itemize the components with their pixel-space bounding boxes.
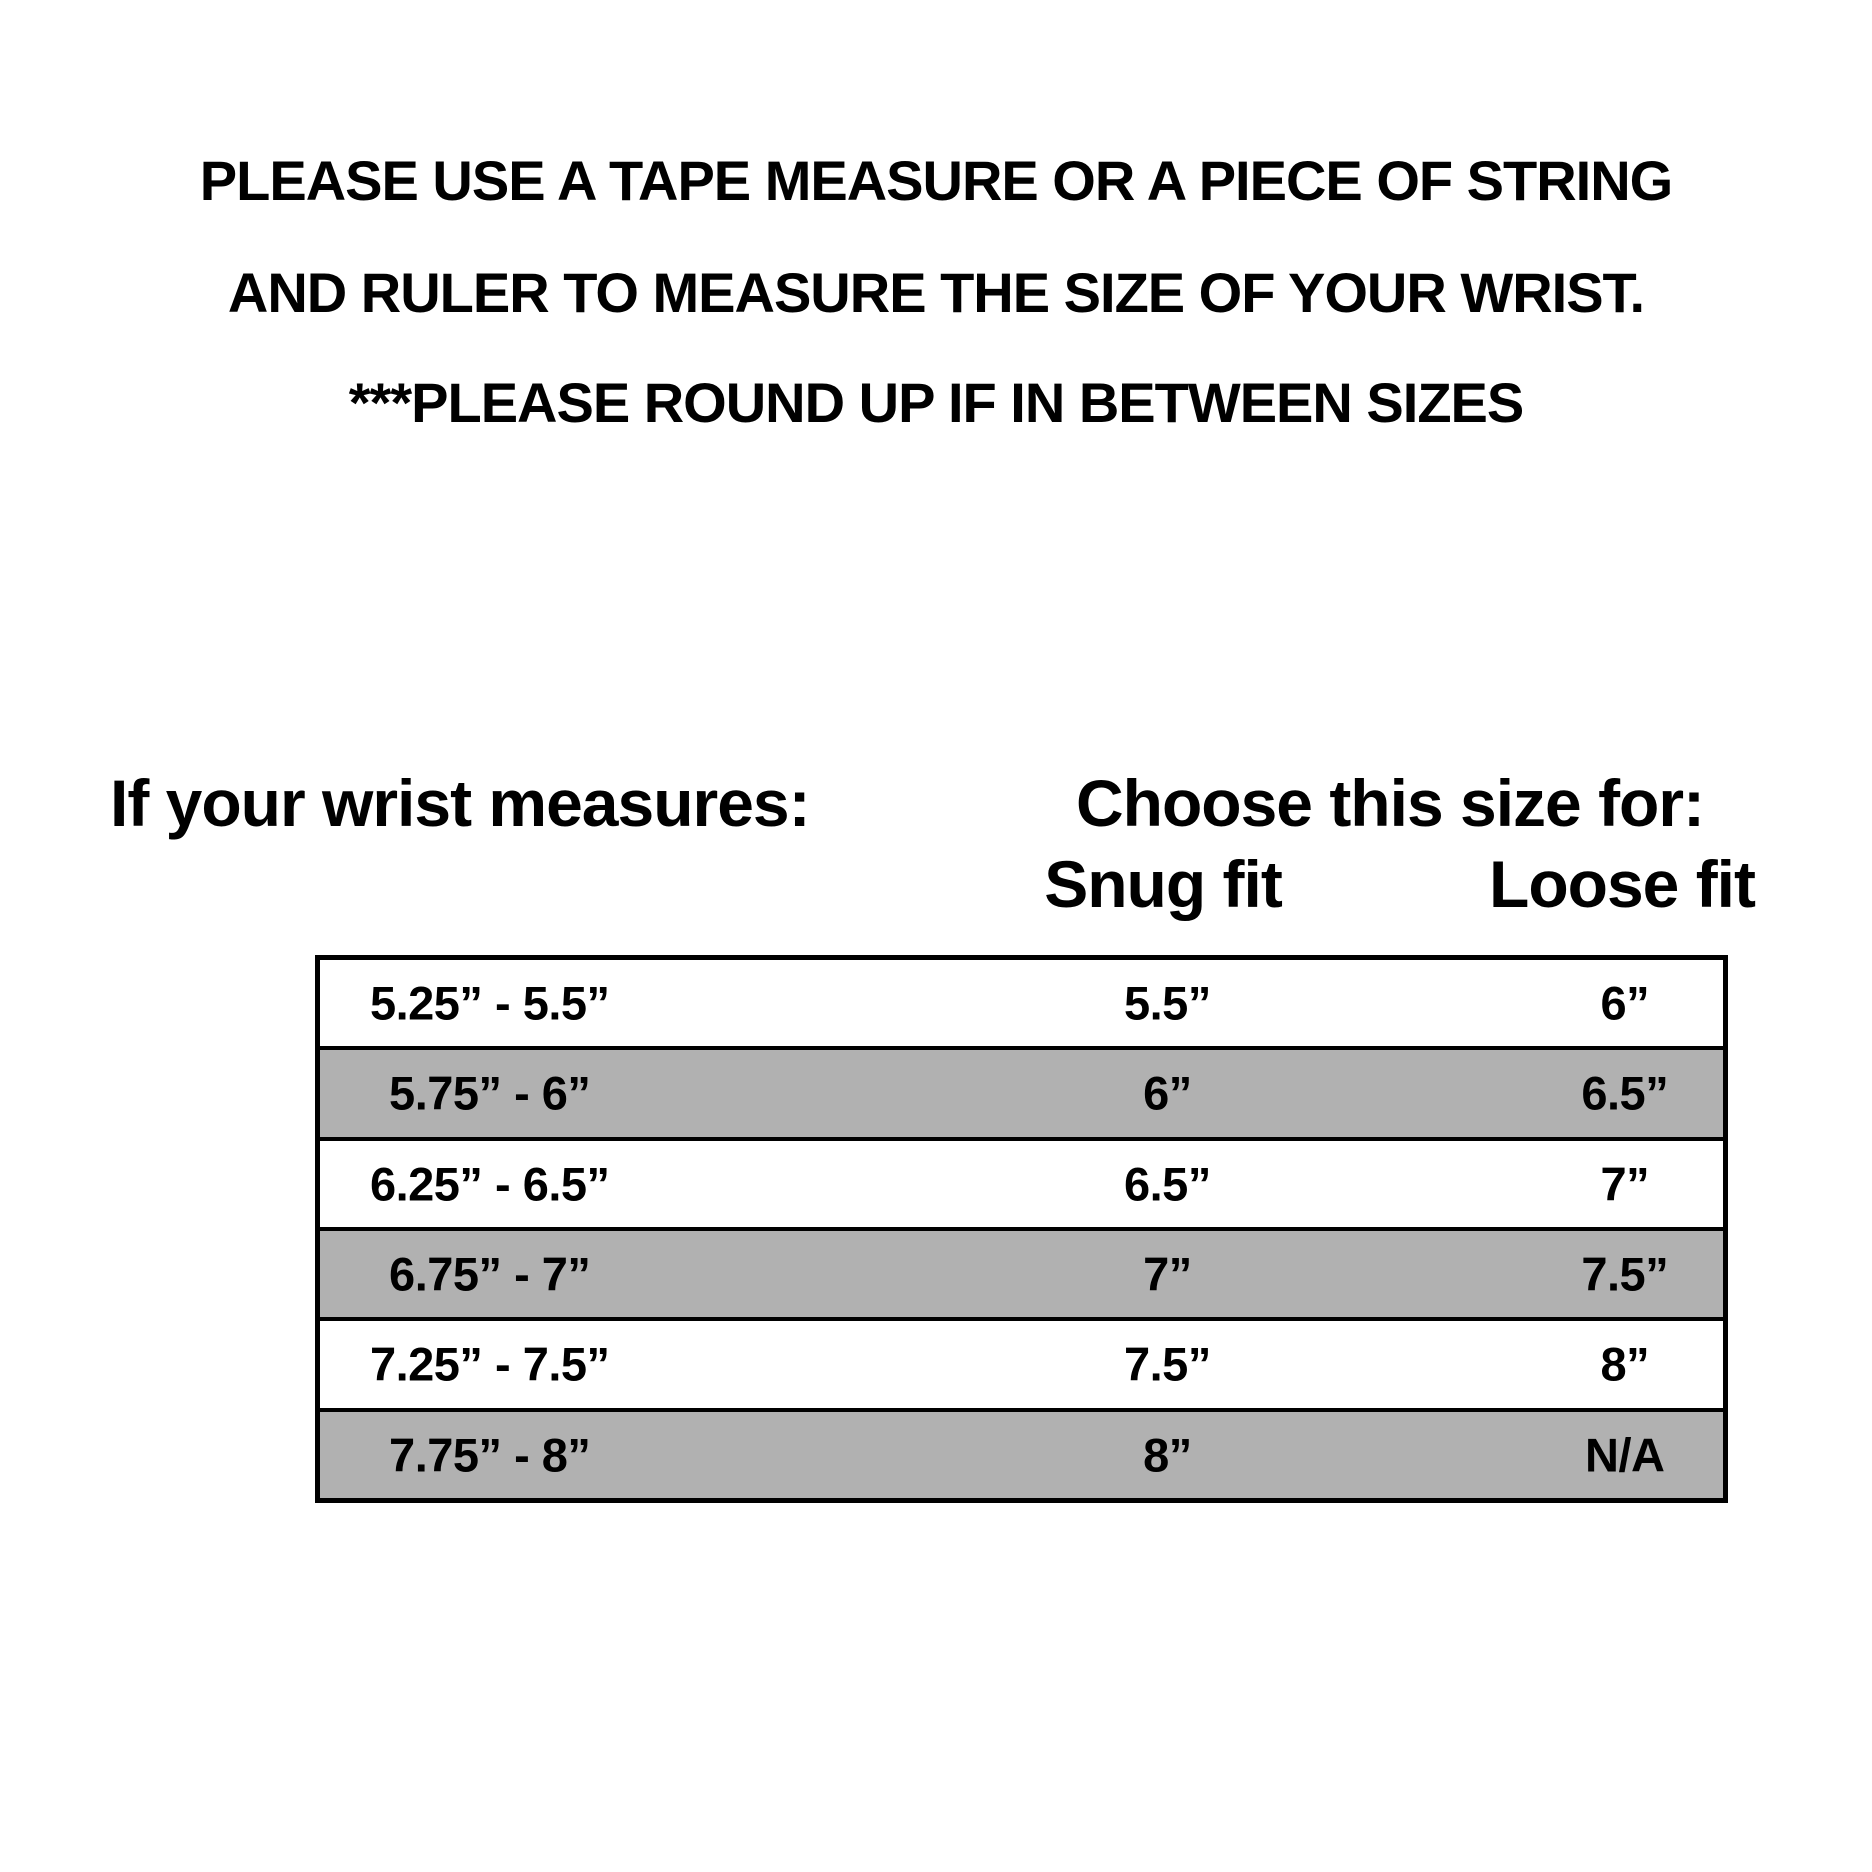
loose-size-cell: 6.5”: [1581, 1066, 1669, 1120]
snug-size-cell: 5.5”: [1123, 976, 1211, 1030]
loose-size-cell: 6”: [1600, 976, 1650, 1030]
snug-size-cell: 6”: [1143, 1066, 1192, 1120]
wrist-measures-header: If your wrist measures:: [110, 766, 810, 840]
table-row: [320, 1227, 1723, 1317]
snug-size-cell: 8”: [1143, 1428, 1192, 1482]
wrist-range-cell: 6.25” - 6.5”: [369, 1157, 610, 1211]
choose-size-header: Choose this size for:: [1075, 766, 1705, 840]
table-row: [320, 1408, 1723, 1498]
wrist-range-cell: 5.75” - 6”: [389, 1066, 591, 1120]
wrist-range-cell: 6.75” - 7”: [389, 1247, 591, 1301]
table-row: [320, 1317, 1723, 1407]
loose-fit-column-header: Loose fit: [1489, 847, 1755, 921]
size-table: [315, 955, 1728, 1503]
snug-fit-column-header: Snug fit: [1044, 847, 1282, 921]
table-row: [320, 960, 1723, 1046]
wrist-range-cell: 7.75” - 8”: [389, 1428, 591, 1482]
snug-size-cell: 7.5”: [1123, 1337, 1211, 1391]
loose-size-cell: N/A: [1585, 1428, 1665, 1482]
snug-size-cell: 7”: [1143, 1247, 1192, 1301]
loose-size-cell: 7”: [1600, 1157, 1650, 1211]
table-row: [320, 1137, 1723, 1227]
loose-size-cell: 8”: [1600, 1337, 1650, 1391]
instruction-line-3: ***PLEASE ROUND UP IF IN BETWEEN SIZES: [348, 371, 1524, 434]
loose-size-cell: 7.5”: [1581, 1247, 1669, 1301]
snug-size-cell: 6.5”: [1123, 1157, 1211, 1211]
table-row: [320, 1046, 1723, 1136]
instruction-line-2: AND RULER TO MEASURE THE SIZE OF YOUR WRIST.: [227, 261, 1645, 324]
wrist-range-cell: 5.25” - 5.5”: [369, 976, 610, 1030]
instruction-line-1: PLEASE USE A TAPE MEASURE OR A PIECE OF STRING: [199, 149, 1673, 212]
wrist-range-cell: 7.25” - 7.5”: [369, 1337, 610, 1391]
